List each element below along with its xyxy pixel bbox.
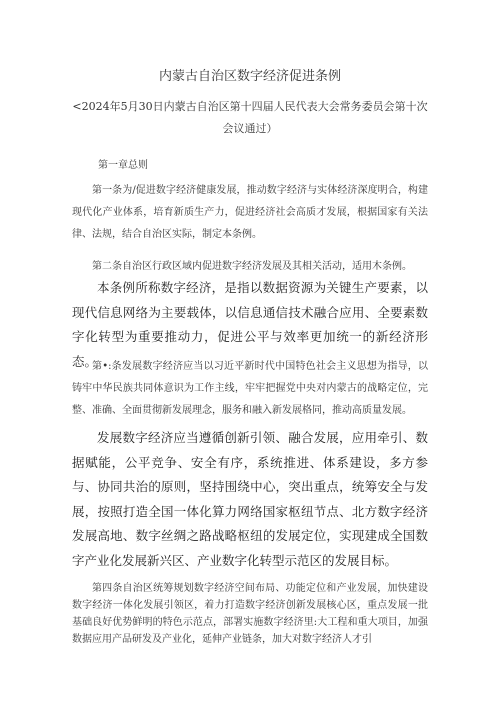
document-title: 内蒙古自治区数字经济促进条例 bbox=[158, 69, 341, 84]
chapter-heading: 第一章总则 bbox=[98, 160, 148, 171]
article-2-paragraph: 第二条自治区行政区域内促进数字经济发展及其相关活动，适用木条例。 bbox=[92, 261, 412, 272]
article-4-paragraph: 第四条自治区统筹规划数字经济空间布局、功能定位和产业发展，加快建设数字经济一体化发展引领区，着力打造数字经济创新发展核心区，重点发展一批基础良好优势鲜明的特色示范点，部署实施数字经济里:大工程和重大项目，加强数据应用产品研发及产业化，延伸产业链条，加大对数字经济人才引 bbox=[72, 583, 428, 645]
article-3-paragraph: 第•:条发展数字经济应当以习近平新时代中国特色社会主义思想为指导，以铸牢中华民族共同体意识为工作主线，牢牢把握党中央对内蒙古的战略定位，完整、准确、全面贯彻新发展理念，服务和融入新发展格同，推动高质量发展。 bbox=[72, 361, 428, 416]
document-subtitle: <2024年5月30日内蒙古自治区第十四届人民代表大会常务委员会第十次会议通过） bbox=[72, 100, 428, 135]
article-1-paragraph: 第一条为/促进数字经济健康发展，推动数字经济与实体经济深度明合，构建现代化产业体系，培育新质生产力，促进经济社会高质才发展，根据国家有关法律、法规，结合自治区实际，制定本条例。 bbox=[72, 185, 428, 240]
digital-economy-definition-paragraph: 本条例所称数字经济，是指以数据资源为关键生产要素，以现代信息网络为主要载体，以信息通信技术融合应用、全要素数字化转型为重要推动力，促进公平与效率更加统一的新经济形态。 bbox=[72, 280, 428, 369]
principles-paragraph: 发展数字经济应当遵循创新引领、融合发展，应用牵引、数据赋能，公平竞争、安全有序，系统推进、体系建设，多方参与、协同共治的原则，坚持围绕中心，突出重点，统筹安全与发展，按照打造全国一体化算力网络国家枢纽节点、北方数字经济发展高地、数字丝绸之路战略枢纽的发展定位，实现建成全国数字产业化发展新兴区、产业数字化转型示范区的发展目标。 bbox=[72, 430, 428, 568]
